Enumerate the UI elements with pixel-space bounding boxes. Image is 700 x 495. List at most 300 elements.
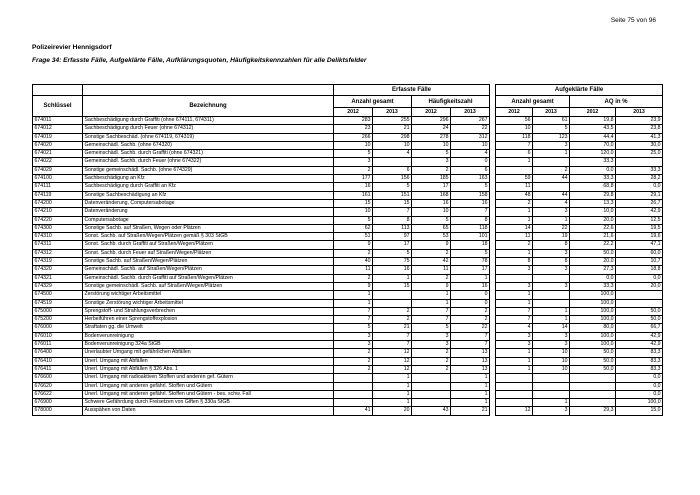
cell-aq-2013: 33,3 [616,166,663,174]
cell-aq-2012: 20,0 [570,216,616,224]
cell-aq-2013: 19,5 [616,224,663,232]
cell-schluessel: 674011 [33,117,83,125]
table-row [33,299,663,307]
cell-hz-2012: 3 [412,332,451,340]
cell-aq-2012: 100,0 [570,316,616,324]
cell-hz-2012: 3 [412,341,451,349]
header-aq-percent: AQ in % [570,96,663,108]
cell-hz-2012: 9 [412,282,451,290]
cell-aufgeklaert-2012: 10 [496,125,533,133]
table-row [33,258,663,266]
cell-aq-2012: 19,8 [570,117,616,125]
cell-aq-2013: 50,0 [616,307,663,315]
cell-erfasst-2013: 1 [373,399,412,407]
crime-statistics-table [32,84,663,416]
cell-aq-2012: 80,0 [570,324,616,332]
cell-erfasst-2013: 4 [373,150,412,158]
cell-aufgeklaert-2012: 7 [496,316,533,324]
cell-aq-2013: 20,0 [616,282,663,290]
cell-aufgeklaert-2012: 7 [496,307,533,315]
cell-aq-2012: 120,0 [570,150,616,158]
cell-erfasst-2013: 1 [373,382,412,390]
cell-erfasst-2012: 2 [334,249,373,257]
cell-aq-2012: 0,0 [570,166,616,174]
cell-erfasst-2013: 97 [373,233,412,241]
cell-aufgeklaert-2013: 5 [533,125,570,133]
cell-hz-2013: 1 [451,390,490,398]
cell-aufgeklaert-2012: 11 [496,183,533,191]
cell-erfasst-2013: 7 [373,332,412,340]
cell-erfasst-2012: 2 [334,365,373,373]
cell-hz-2013: 0 [451,299,490,307]
cell-hz-2012: 16 [412,199,451,207]
cell-erfasst-2013: 12 [373,365,412,373]
cell-aufgeklaert-2013: 61 [533,117,570,125]
cell-aufgeklaert-2012: 3 [496,282,533,290]
table-body [33,117,663,416]
cell-aufgeklaert-2012: 3 [496,332,533,340]
cell-schluessel: 674111 [33,183,83,191]
cell-erfasst-2013: 21 [373,324,412,332]
cell-hz-2013: 4 [451,150,490,158]
cell-bezeichnung: Unerlaubter Umgang mit gefährlichen Abfällen [83,349,334,357]
cell-schluessel: 676900 [33,399,83,407]
cell-aufgeklaert-2012: 4 [496,324,533,332]
cell-erfasst-2012: 283 [334,117,373,125]
header-anzahl-gesamt-aufgeklaert: Anzahl gesamt [496,96,570,108]
cell-schluessel: 676411 [33,365,83,373]
table-row [33,133,663,141]
cell-hz-2012: 2 [412,357,451,365]
cell-erfasst-2012: 5 [334,324,373,332]
cell-aufgeklaert-2013: 22 [533,224,570,232]
table-row [33,374,663,382]
cell-aufgeklaert-2013: 3 [533,332,570,340]
cell-schluessel: 674329 [33,282,83,290]
cell-erfasst-2012: 3 [334,332,373,340]
cell-schluessel: 674100 [33,175,83,183]
cell-hz-2012: 2 [412,349,451,357]
cell-hz-2013: 7 [451,332,490,340]
cell-bezeichnung: Unerl. Umgang mit anderen gefährl. Stoffen und Gütern [83,382,334,390]
cell-bezeichnung: Computersabotage [83,216,334,224]
table-row [33,166,663,174]
cell-aq-2013: 0,0 [616,183,663,191]
cell-aq-2013: 23,8 [616,125,663,133]
cell-aq-2012: 70,0 [570,141,616,149]
cell-aufgeklaert-2013: 8 [533,241,570,249]
cell-schluessel: 676000 [33,324,83,332]
cell-erfasst-2013: 6 [373,166,412,174]
cell-aq-2012: 33,3 [570,158,616,166]
cell-hz-2013: 6 [451,166,490,174]
cell-aufgeklaert-2013: 44 [533,191,570,199]
cell-hz-2012: 168 [412,191,451,199]
cell-aufgeklaert-2013 [533,390,570,398]
cell-hz-2012: 5 [412,216,451,224]
cell-aq-2013: 42,9 [616,341,663,349]
table-row [33,399,663,407]
cell-aufgeklaert-2012: 6 [496,150,533,158]
cell-hz-2013: 18 [451,241,490,249]
table-row [33,175,663,183]
cell-aq-2013: 19,6 [616,233,663,241]
cell-bezeichnung: Sonstige Zerstörung wichtiger Arbeitsmittel [83,299,334,307]
cell-hz-2013: 7 [451,341,490,349]
cell-schluessel: 676400 [33,349,83,357]
cell-hz-2012: 9 [412,241,451,249]
header-bezeichnung: Bezeichnung [83,96,334,117]
cell-schluessel: 674210 [33,208,83,216]
cell-hz-2013: 21 [451,407,490,415]
header-blank [83,85,334,96]
cell-erfasst-2012: 51 [334,233,373,241]
cell-bezeichnung: Sonstige gemeinschädl. Sachb. (ohne 674329) [83,166,334,174]
cell-aq-2012: 43,5 [570,125,616,133]
cell-erfasst-2012: 5 [334,216,373,224]
table-subtitle: Frage 34: Erfasste Fälle, Aufgeklärte Fälle, Aufklärungsquoten, Häufigkeitskennzahlen für alle Deliktsfelder [32,57,367,64]
cell-aufgeklaert-2013 [533,374,570,382]
cell-aq-2013: 100,0 [616,399,663,407]
cell-erfasst-2013: 255 [373,117,412,125]
cell-hz-2012: 17 [412,183,451,191]
cell-aufgeklaert-2013: 14 [533,324,570,332]
cell-bezeichnung: Unerl. Umgang mit radioaktiven Stoffen und anderen gef. Gütern [83,374,334,382]
cell-hz-2013: 13 [451,349,490,357]
cell-erfasst-2012: 9 [334,282,373,290]
cell-aufgeklaert-2012: 56 [496,117,533,125]
header-year: 2013 [451,108,490,117]
cell-hz-2013: 78 [451,258,490,266]
cell-aq-2012: 21,6 [570,233,616,241]
cell-hz-2013: 17 [451,266,490,274]
cell-hz-2013: 5 [451,249,490,257]
cell-hz-2012: 11 [412,266,451,274]
table-row [33,241,663,249]
cell-aq-2013: 18,8 [616,266,663,274]
cell-aq-2012: 20,0 [570,258,616,266]
organization-title: Polizeirevier Hennigsdorf [32,44,112,51]
cell-bezeichnung: Unerl. Umgang mit Abfällen § 326 Abs. 1 [83,365,334,373]
cell-aq-2012: 0,0 [570,274,616,282]
cell-erfasst-2012: 2 [334,357,373,365]
cell-erfasst-2012: 23 [334,125,373,133]
cell-hz-2013: 1 [451,374,490,382]
cell-aufgeklaert-2012: 12 [496,407,533,415]
cell-erfasst-2012: 10 [334,141,373,149]
cell-aq-2012: 50,0 [570,365,616,373]
cell-aufgeklaert-2013: 1 [533,307,570,315]
cell-schluessel: 674021 [33,150,83,158]
cell-schluessel: 674022 [33,158,83,166]
cell-erfasst-2012: 1 [334,299,373,307]
cell-bezeichnung: Datenveränderung [83,208,334,216]
cell-schluessel: 674311 [33,241,83,249]
cell-schluessel: 674200 [33,199,83,207]
header-year: 2012 [496,108,533,117]
cell-schluessel: 674019 [33,133,83,141]
cell-schluessel: 676010 [33,332,83,340]
header-year: 2013 [373,108,412,117]
header-year: 2013 [616,108,663,117]
cell-aufgeklaert-2013 [533,382,570,390]
cell-hz-2013: 158 [451,191,490,199]
cell-aq-2013: 0,0 [616,390,663,398]
table-row [33,341,663,349]
header-erfasste-faelle: Erfasste Fälle [334,85,490,96]
cell-aufgeklaert-2013 [533,183,570,191]
cell-aq-2012: 13,3 [570,199,616,207]
cell-schluessel: 674012 [33,125,83,133]
cell-hz-2013: 2 [451,316,490,324]
cell-erfasst-2013: 298 [373,133,412,141]
table-row [33,216,663,224]
cell-aufgeklaert-2013: 10 [533,349,570,357]
cell-schluessel: 674310 [33,233,83,241]
cell-aq-2012: 100,0 [570,299,616,307]
cell-erfasst-2013 [373,299,412,307]
table-row [33,125,663,133]
cell-hz-2012: 7 [412,307,451,315]
cell-aq-2012: 100,0 [570,307,616,315]
cell-erfasst-2013: 7 [373,208,412,216]
cell-erfasst-2012: 7 [334,307,373,315]
cell-hz-2013: 7 [451,208,490,216]
cell-aufgeklaert-2012: 1 [496,291,533,299]
cell-erfasst-2012: 41 [334,407,373,415]
header-anzahl-gesamt: Anzahl gesamt [334,96,412,108]
cell-hz-2013: 1 [451,382,490,390]
cell-hz-2012 [412,390,451,398]
cell-aufgeklaert-2012 [496,166,533,174]
cell-schluessel: 674320 [33,266,83,274]
cell-aq-2013: 42,9 [616,208,663,216]
cell-aq-2012: 29,3 [570,407,616,415]
table-row [33,291,663,299]
header-year: 2012 [334,108,373,117]
cell-aq-2013: 83,3 [616,365,663,373]
cell-erfasst-2013 [373,291,412,299]
cell-bezeichnung: Schwere Gefährdung durch Freisetzen von Giften § 330a StGB [83,399,334,407]
cell-erfasst-2012: 40 [334,258,373,266]
cell-aq-2012: 10,0 [570,208,616,216]
cell-erfasst-2012: 10 [334,208,373,216]
cell-erfasst-2013: 1 [373,274,412,282]
cell-erfasst-2013: 2 [373,316,412,324]
cell-bezeichnung: Sachbeschädigung durch Graffiti (ohne 674111, 674311) [83,117,334,125]
page-number: Seite 75 von 96 [610,17,656,24]
cell-aufgeklaert-2012: 2 [496,241,533,249]
cell-erfasst-2013: 75 [373,258,412,266]
cell-hz-2012: 42 [412,258,451,266]
cell-aufgeklaert-2012: 1 [496,208,533,216]
cell-hz-2012: 10 [412,208,451,216]
table-row [33,208,663,216]
cell-bezeichnung: Sonstige Sachbeschädigung an Kfz [83,191,334,199]
cell-aq-2013: 0,0 [616,374,663,382]
table-row [33,199,663,207]
cell-aufgeklaert-2012: 3 [496,341,533,349]
cell-aufgeklaert-2013: 3 [533,282,570,290]
cell-aq-2013 [616,291,663,299]
cell-hz-2013: 16 [451,199,490,207]
cell-aq-2013: 10,7 [616,258,663,266]
cell-erfasst-2013: 8 [373,216,412,224]
cell-hz-2013: 13 [451,357,490,365]
header-year: 2012 [412,108,451,117]
cell-schluessel: 675000 [33,307,83,315]
cell-bezeichnung: Ausspähen von Daten [83,407,334,415]
cell-aufgeklaert-2013: 19 [533,233,570,241]
cell-aufgeklaert-2013: 3 [533,341,570,349]
cell-bezeichnung: Sonstige gemeinschädl. Sachb. auf Straßen/Wegen/Plätzen [83,282,334,290]
cell-bezeichnung: Unerl. Umgang mit Abfällen [83,357,334,365]
cell-hz-2013: 16 [451,282,490,290]
cell-erfasst-2013: 5 [373,249,412,257]
table-row [33,274,663,282]
table-row [33,191,663,199]
cell-hz-2012: 296 [412,117,451,125]
cell-erfasst-2012: 9 [334,241,373,249]
cell-bezeichnung: Zerstörung wichtiger Arbeitsmittel [83,291,334,299]
cell-bezeichnung: Bodenverunreinigung 324a StGB [83,341,334,349]
cell-aufgeklaert-2012: 1 [496,349,533,357]
cell-hz-2012 [412,382,451,390]
cell-aufgeklaert-2012: 11 [496,233,533,241]
cell-aq-2013: 83,3 [616,357,663,365]
cell-aq-2012: 33,3 [570,282,616,290]
cell-erfasst-2013: 12 [373,357,412,365]
cell-hz-2012: 5 [412,324,451,332]
cell-aufgeklaert-2012: 1 [496,216,533,224]
cell-schluessel: 674020 [33,141,83,149]
header-year: 2012 [570,108,616,117]
cell-aufgeklaert-2013: 3 [533,208,570,216]
cell-schluessel: 674319 [33,258,83,266]
table-row [33,357,663,365]
cell-erfasst-2013: 1 [373,390,412,398]
cell-aq-2013: 42,9 [616,332,663,340]
cell-bezeichnung: Sprengstoff- und Strahlungsverbrechen [83,307,334,315]
cell-hz-2013: 22 [451,324,490,332]
cell-aufgeklaert-2013: 10 [533,357,570,365]
table-row [33,282,663,290]
cell-aufgeklaert-2012: 1 [496,365,533,373]
cell-schluessel: 674321 [33,274,83,282]
table-row [33,407,663,415]
cell-aq-2013: 26,7 [616,199,663,207]
cell-aq-2013: 83,3 [616,349,663,357]
cell-erfasst-2012: 11 [334,266,373,274]
cell-hz-2013: 101 [451,233,490,241]
cell-aufgeklaert-2013: 1 [533,216,570,224]
cell-aufgeklaert-2013: 3 [533,249,570,257]
cell-erfasst-2013: 156 [373,175,412,183]
cell-hz-2012: 53 [412,233,451,241]
cell-hz-2013: 0 [451,291,490,299]
header-blank [33,85,83,96]
cell-hz-2013: 10 [451,141,490,149]
cell-schluessel: 674029 [33,166,83,174]
cell-aufgeklaert-2012: 7 [496,141,533,149]
cell-aq-2013: 47,1 [616,241,663,249]
table-row [33,249,663,257]
cell-aq-2012: 68,8 [570,183,616,191]
cell-bezeichnung: Sachbeschädigung durch Feuer (ohne 674312) [83,125,334,133]
cell-aq-2013: 28,2 [616,175,663,183]
table-row [33,390,663,398]
cell-erfasst-2012: 177 [334,175,373,183]
cell-aufgeklaert-2013: 3 [533,141,570,149]
cell-erfasst-2012: 2 [334,274,373,282]
cell-aq-2013: 0,0 [616,274,663,282]
cell-aq-2012: 27,3 [570,266,616,274]
cell-bezeichnung: Sonstige Sachb. auf Straßen/Wegen/Plätzen [83,258,334,266]
table-row [33,141,663,149]
cell-hz-2013: 1 [451,399,490,407]
cell-schluessel: 676620 [33,382,83,390]
cell-aq-2012: 100,0 [570,291,616,299]
cell-bezeichnung: Sachbeschädigung an Kfz [83,175,334,183]
cell-bezeichnung: Gemeinschädl. Sachb. durch Feuer (ohne 674322) [83,158,334,166]
cell-hz-2013: 22 [451,125,490,133]
cell-hz-2012: 3 [412,158,451,166]
cell-aufgeklaert-2013: 10 [533,365,570,373]
cell-aq-2013: 23,9 [616,117,663,125]
cell-aufgeklaert-2012: 59 [496,175,533,183]
table-row [33,266,663,274]
table-row [33,224,663,232]
cell-aufgeklaert-2012: 2 [496,199,533,207]
cell-schluessel: 674119 [33,191,83,199]
cell-aufgeklaert-2013 [533,291,570,299]
cell-erfasst-2012: 15 [334,199,373,207]
table-row [33,158,663,166]
cell-hz-2013: 312 [451,133,490,141]
cell-aq-2013: 50,0 [616,316,663,324]
table-row [33,324,663,332]
cell-schluessel: 676410 [33,357,83,365]
cell-bezeichnung: Sonst. Sachb. durch Graffiti auf Straßen/Wegen/Plätzen [83,241,334,249]
cell-aq-2012: 22,2 [570,241,616,249]
cell-aufgeklaert-2013: 1 [533,316,570,324]
cell-hz-2013: 8 [451,216,490,224]
cell-erfasst-2012: 62 [334,224,373,232]
cell-erfasst-2012 [334,382,373,390]
cell-erfasst-2012: 2 [334,349,373,357]
cell-erfasst-2013: 16 [373,266,412,274]
cell-aq-2012 [570,382,616,390]
header-aufgeklaerte-faelle: Aufgeklärte Fälle [496,85,663,96]
cell-hz-2012: 10 [412,141,451,149]
cell-hz-2013: 267 [451,117,490,125]
table-row [33,183,663,191]
cell-erfasst-2012 [334,399,373,407]
cell-erfasst-2013: 113 [373,224,412,232]
cell-erfasst-2012: 161 [334,191,373,199]
cell-bezeichnung: Straftaten gg. die Umwelt [83,324,334,332]
cell-hz-2012: 24 [412,125,451,133]
table-row [33,307,663,315]
cell-aufgeklaert-2012: 8 [496,258,533,266]
cell-aq-2012: 100,0 [570,341,616,349]
cell-aq-2013: 29,1 [616,191,663,199]
cell-bezeichnung: Datenveränderung, Computersabotage [83,199,334,207]
cell-aq-2013: 0,0 [616,382,663,390]
cell-aq-2012: 50,0 [570,249,616,257]
cell-erfasst-2012: 1 [334,291,373,299]
cell-erfasst-2013: 21 [373,125,412,133]
